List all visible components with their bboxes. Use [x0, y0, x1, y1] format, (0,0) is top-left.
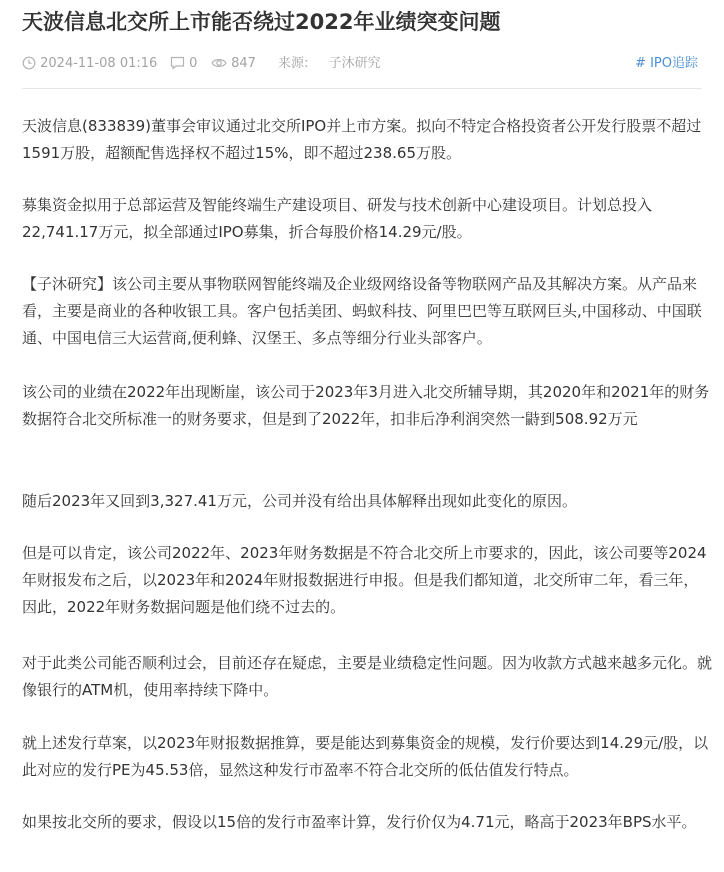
paragraph: 随后2023年又回到3,327.41万元，公司并没有给出具体解释出现如此变化的原因。 — [22, 492, 577, 510]
source-label: 来源: — [278, 56, 309, 71]
article-title: 天波信息北交所上市能否绕过2022年业绩突变问题 — [22, 10, 501, 34]
paragraph: 该公司的业绩在2022年出现断崖，该公司于2023年3月进入北交所辅导期，其2020年和2021年的财务数据符合北交所标准一的财务要求，但是到了2022年，扣非后净利润突然一鼭到508.92万元 — [22, 383, 710, 428]
source — [278, 53, 381, 75]
publish-datetime: 2024-11-08 01:16 — [40, 56, 158, 71]
divider — [22, 88, 702, 89]
publish-time — [22, 53, 157, 75]
paragraph: 对于此类公司能否顺利过会，目前还存在疑虑，主要是业绩稳定性问题。因为收款方式越来越多元化。就像银行的ATM机，使用率持续下降中。 — [22, 654, 713, 699]
view-count — [211, 53, 256, 75]
paragraph: 【子沐研究】该公司主要从事物联网智能终端及企业级网络设备等物联网产品及其解决方案。从产品来看，主要是商业的各种收银工具。客户包括美团、蚂蚁科技、阿里巴巴等互联网巨头,中国移动、中国联通、中国电信三大运营商,便利蜂、汉堡王、多点等细分行业头部客户。 — [22, 275, 702, 347]
source-name: 子沐研究 — [328, 56, 381, 71]
paragraph: 就上述发行草案，以2023年财报数据推算，要是能达到募集资金的规模，发行价要达到14.29元/股，以此对应的发行PE为45.53倍，显然这种发行市盈率不符合北交所的低估值发行特点。 — [22, 734, 709, 779]
comment-count: 0 — [189, 56, 198, 71]
paragraph: 但是可以肯定，该公司2022年、2023年财务数据是不符合北交所上市要求的，因此，该公司要等2024年财报发布之后，以2023年和2024年财报数据进行申报。但是我们都知道，北交所审二年，看三年，因此，2022年财务数据问题是他们绕不过去的。 — [22, 544, 707, 616]
ipo-tracking-tag[interactable]: # IPO追踪 — [635, 56, 698, 71]
eye-icon — [211, 56, 227, 70]
paragraph: 如果按北交所的要求，假设以15倍的发行市盈率计算，发行价仅为4.71元，略高于2023年BPS水平。 — [22, 813, 697, 831]
paragraph: 天波信息(833839)董事会审议通过北交所IPO并上市方案。拟向不特定合格投资者公开发行股票不超过1591万股，超额配售选择权不超过15%，即不超过238.65万股。 — [22, 117, 702, 162]
clock-icon — [22, 56, 36, 70]
article-meta — [22, 53, 698, 75]
paragraph: 募集资金拟用于总部运营及智能终端生产建设项目、研发与技术创新中心建设项目。计划总投入22,741.17万元，拟全部通过IPO募集，折合每股价格14.29元/股。 — [22, 196, 653, 241]
comment-icon — [170, 56, 185, 70]
view-count-value: 847 — [231, 56, 256, 71]
comment-count-link[interactable] — [170, 53, 197, 75]
